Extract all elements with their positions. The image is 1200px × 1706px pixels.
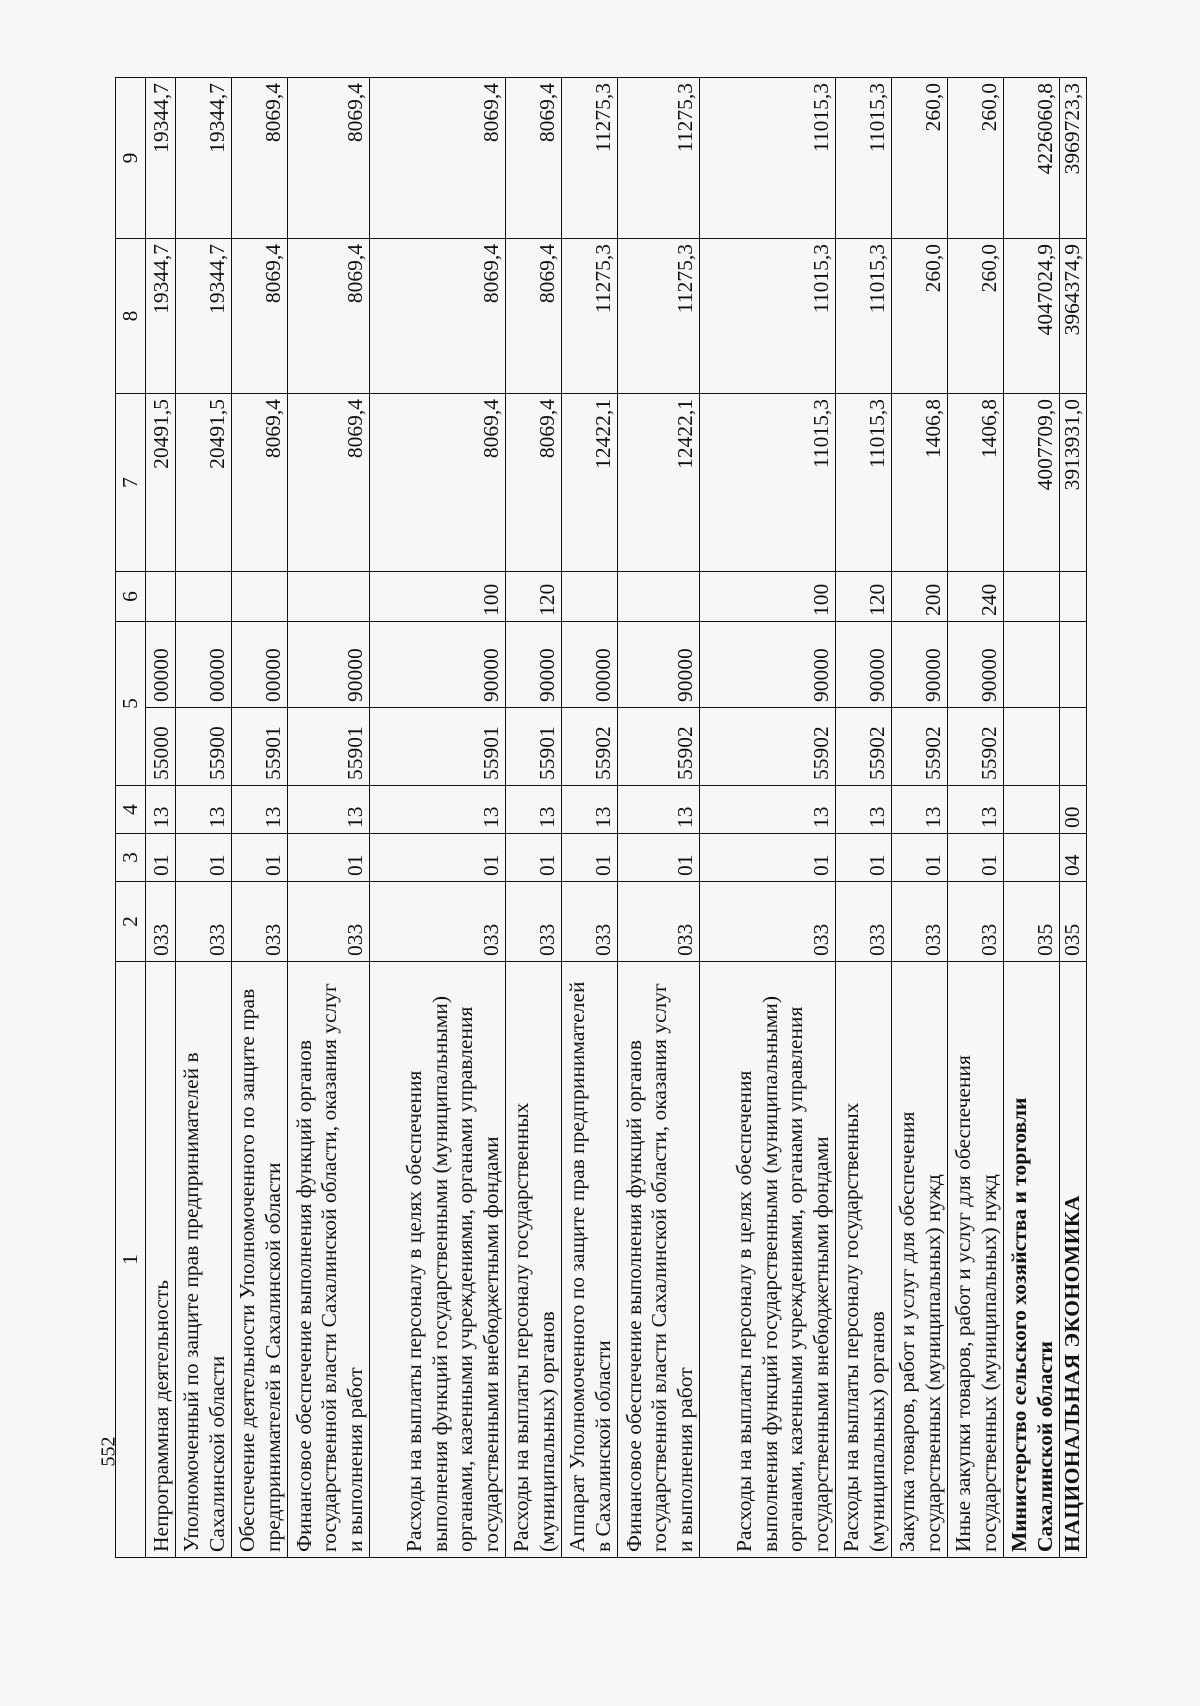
row-value-col8: 19344,7 <box>146 239 176 394</box>
row-value-col8: 4047024,9 <box>1004 239 1060 394</box>
row-target-article-a: 55902 <box>836 708 892 786</box>
row-value-col9: 11275,3 <box>562 78 618 239</box>
row-section: 01 <box>618 834 700 882</box>
row-subsection: 13 <box>892 786 948 834</box>
table-row <box>232 78 288 1558</box>
row-value-col9: 19344,7 <box>146 78 176 239</box>
row-target-article-b: 90000 <box>948 622 1004 708</box>
row-value-col7: 11015,3 <box>700 394 836 572</box>
row-section: 01 <box>700 834 836 882</box>
row-ministry-code: 033 <box>288 882 370 962</box>
row-expense-type <box>176 572 232 622</box>
row-subsection: 13 <box>232 786 288 834</box>
row-value-col8: 11015,3 <box>700 239 836 394</box>
row-value-col8: 19344,7 <box>176 239 232 394</box>
row-target-article-b: 00000 <box>562 622 618 708</box>
row-name: Непрограммная деятельность <box>146 962 176 1558</box>
row-ministry-code: 035 <box>1060 882 1087 962</box>
table-row <box>948 78 1004 1558</box>
row-value-col9: 8069,4 <box>232 78 288 239</box>
header-col-3: 3 <box>116 834 146 882</box>
row-section: 01 <box>176 834 232 882</box>
row-target-article-a: 55901 <box>506 708 562 786</box>
row-subsection: 13 <box>836 786 892 834</box>
row-name: Уполномоченный по защите прав предпринимателей в Сахалинской области <box>176 962 232 1558</box>
row-target-article-a <box>1060 708 1087 786</box>
row-value-col9: 11275,3 <box>618 78 700 239</box>
row-name: Расходы на выплаты персоналу в целях обеспечения выполнения функций государственными (муниципальными) органами, казенными учреждениями, органами управления государственными внебюджетными фондами <box>370 962 506 1558</box>
header-row <box>116 78 146 1558</box>
row-value-col8: 260,0 <box>948 239 1004 394</box>
row-name: Министерство сельского хозяйства и торговли Сахалинской области <box>1004 962 1060 1558</box>
row-target-article-b: 90000 <box>370 622 506 708</box>
row-target-article-b: 90000 <box>836 622 892 708</box>
row-value-col7: 20491,5 <box>146 394 176 572</box>
row-name: Обеспечение деятельности Уполномоченного по защите прав предпринимателей в Сахалинской области <box>232 962 288 1558</box>
row-value-col9: 11015,3 <box>700 78 836 239</box>
row-ministry-code: 033 <box>892 882 948 962</box>
row-subsection: 00 <box>1060 786 1087 834</box>
row-expense-type: 100 <box>700 572 836 622</box>
header-col-7: 7 <box>116 394 146 572</box>
row-target-article-a <box>1004 708 1060 786</box>
row-target-article-b <box>1060 622 1087 708</box>
row-target-article-a: 55902 <box>618 708 700 786</box>
row-target-article-a: 55902 <box>700 708 836 786</box>
row-section <box>1004 834 1060 882</box>
row-target-article-b <box>1004 622 1060 708</box>
row-subsection: 13 <box>288 786 370 834</box>
table-row-section <box>1060 78 1087 1558</box>
row-name: Расходы на выплаты персоналу государственных (муниципальных) органов <box>506 962 562 1558</box>
row-section: 04 <box>1060 834 1087 882</box>
row-expense-type <box>562 572 618 622</box>
header-col-8: 8 <box>116 239 146 394</box>
row-target-article-b: 00000 <box>176 622 232 708</box>
row-target-article-a: 55902 <box>562 708 618 786</box>
table-row <box>146 78 176 1558</box>
row-subsection: 13 <box>176 786 232 834</box>
row-value-col8: 8069,4 <box>232 239 288 394</box>
row-target-article-b: 90000 <box>506 622 562 708</box>
budget-table-container <box>115 78 1084 1558</box>
row-value-col7: 12422,1 <box>562 394 618 572</box>
row-subsection <box>1004 786 1060 834</box>
row-ministry-code: 033 <box>232 882 288 962</box>
row-value-col9: 19344,7 <box>176 78 232 239</box>
row-ministry-code: 033 <box>506 882 562 962</box>
row-value-col7: 12422,1 <box>618 394 700 572</box>
row-value-col9: 8069,4 <box>370 78 506 239</box>
row-target-article-a: 55901 <box>288 708 370 786</box>
row-value-col7: 4007709,0 <box>1004 394 1060 572</box>
row-value-col9: 8069,4 <box>506 78 562 239</box>
table-row <box>892 78 948 1558</box>
row-section: 01 <box>562 834 618 882</box>
row-name: Закупка товаров, работ и услуг для обеспечения государственных (муниципальных) нужд <box>892 962 948 1558</box>
row-name: НАЦИОНАЛЬНАЯ ЭКОНОМИКА <box>1060 962 1087 1558</box>
row-section: 01 <box>146 834 176 882</box>
row-value-col7: 8069,4 <box>506 394 562 572</box>
row-value-col7: 3913931,0 <box>1060 394 1087 572</box>
row-target-article-a: 55902 <box>948 708 1004 786</box>
row-expense-type: 240 <box>948 572 1004 622</box>
header-col-6: 6 <box>116 572 146 622</box>
header-col-5: 5 <box>116 622 146 786</box>
row-value-col8: 8069,4 <box>506 239 562 394</box>
row-value-col7: 8069,4 <box>288 394 370 572</box>
table-row <box>618 78 700 1558</box>
row-ministry-code: 033 <box>562 882 618 962</box>
row-value-col7: 8069,4 <box>232 394 288 572</box>
row-section: 01 <box>506 834 562 882</box>
header-col-4: 4 <box>116 786 146 834</box>
header-col-9: 9 <box>116 78 146 239</box>
page-number: 552 <box>97 1436 120 1467</box>
row-section: 01 <box>836 834 892 882</box>
row-ministry-code: 033 <box>618 882 700 962</box>
row-value-col7: 8069,4 <box>370 394 506 572</box>
row-subsection: 13 <box>146 786 176 834</box>
row-name: Иные закупки товаров, работ и услуг для обеспечения государственных (муниципальных) нужд <box>948 962 1004 1558</box>
header-col-2: 2 <box>116 882 146 962</box>
row-section: 01 <box>232 834 288 882</box>
row-name: Расходы на выплаты персоналу государственных (муниципальных) органов <box>836 962 892 1558</box>
row-name: Финансовое обеспечение выполнения функций органов государственной власти Сахалинской области, оказания услуг и выполнения работ <box>288 962 370 1558</box>
table-row <box>700 78 836 1558</box>
row-expense-type: 200 <box>892 572 948 622</box>
row-target-article-b: 00000 <box>146 622 176 708</box>
row-target-article-b: 90000 <box>618 622 700 708</box>
row-target-article-b: 90000 <box>700 622 836 708</box>
row-expense-type <box>1004 572 1060 622</box>
row-value-col8: 11275,3 <box>618 239 700 394</box>
row-ministry-code: 033 <box>370 882 506 962</box>
row-expense-type <box>232 572 288 622</box>
row-section: 01 <box>892 834 948 882</box>
row-expense-type: 120 <box>506 572 562 622</box>
row-name: Расходы на выплаты персоналу в целях обеспечения выполнения функций государственными (муниципальными) органами, казенными учреждениями, органами управления государственными внебюджетными фондами <box>700 962 836 1558</box>
row-name: Финансовое обеспечение выполнения функций органов государственной власти Сахалинской области, оказания услуг и выполнения работ <box>618 962 700 1558</box>
row-value-col8: 3964374,9 <box>1060 239 1087 394</box>
row-target-article-a: 55902 <box>892 708 948 786</box>
table-row <box>288 78 370 1558</box>
row-expense-type: 100 <box>370 572 506 622</box>
row-name: Аппарат Уполномоченного по защите прав предпринимателей в Сахалинской области <box>562 962 618 1558</box>
row-target-article-a: 55901 <box>232 708 288 786</box>
row-subsection: 13 <box>700 786 836 834</box>
row-value-col9: 11015,3 <box>836 78 892 239</box>
row-target-article-a: 55900 <box>176 708 232 786</box>
row-subsection: 13 <box>506 786 562 834</box>
row-target-article-b: 00000 <box>232 622 288 708</box>
row-section: 01 <box>948 834 1004 882</box>
row-expense-type <box>618 572 700 622</box>
row-ministry-code: 033 <box>836 882 892 962</box>
row-value-col7: 11015,3 <box>836 394 892 572</box>
table-row <box>370 78 506 1558</box>
row-value-col8: 11015,3 <box>836 239 892 394</box>
row-value-col7: 1406,8 <box>892 394 948 572</box>
row-target-article-a: 55000 <box>146 708 176 786</box>
row-value-col8: 260,0 <box>892 239 948 394</box>
row-ministry-code: 033 <box>146 882 176 962</box>
row-expense-type <box>146 572 176 622</box>
row-target-article-b: 90000 <box>892 622 948 708</box>
row-subsection: 13 <box>948 786 1004 834</box>
row-value-col9: 4226060,8 <box>1004 78 1060 239</box>
row-section: 01 <box>370 834 506 882</box>
table-row-ministry <box>1004 78 1060 1558</box>
row-expense-type: 120 <box>836 572 892 622</box>
row-ministry-code: 035 <box>1004 882 1060 962</box>
budget-table <box>115 77 1087 1558</box>
row-expense-type <box>1060 572 1087 622</box>
table-row <box>836 78 892 1558</box>
row-value-col9: 3969723,3 <box>1060 78 1087 239</box>
row-value-col8: 11275,3 <box>562 239 618 394</box>
row-section: 01 <box>288 834 370 882</box>
row-value-col8: 8069,4 <box>288 239 370 394</box>
row-target-article-a: 55901 <box>370 708 506 786</box>
table-row <box>176 78 232 1558</box>
row-value-col7: 1406,8 <box>948 394 1004 572</box>
row-subsection: 13 <box>562 786 618 834</box>
row-expense-type <box>288 572 370 622</box>
row-subsection: 13 <box>618 786 700 834</box>
row-ministry-code: 033 <box>948 882 1004 962</box>
row-value-col7: 20491,5 <box>176 394 232 572</box>
row-ministry-code: 033 <box>700 882 836 962</box>
row-target-article-b: 90000 <box>288 622 370 708</box>
row-value-col9: 8069,4 <box>288 78 370 239</box>
table-row <box>562 78 618 1558</box>
row-value-col8: 8069,4 <box>370 239 506 394</box>
row-value-col9: 260,0 <box>948 78 1004 239</box>
table-row <box>506 78 562 1558</box>
row-value-col9: 260,0 <box>892 78 948 239</box>
header-col-1: 1 <box>116 962 146 1558</box>
row-ministry-code: 033 <box>176 882 232 962</box>
row-subsection: 13 <box>370 786 506 834</box>
